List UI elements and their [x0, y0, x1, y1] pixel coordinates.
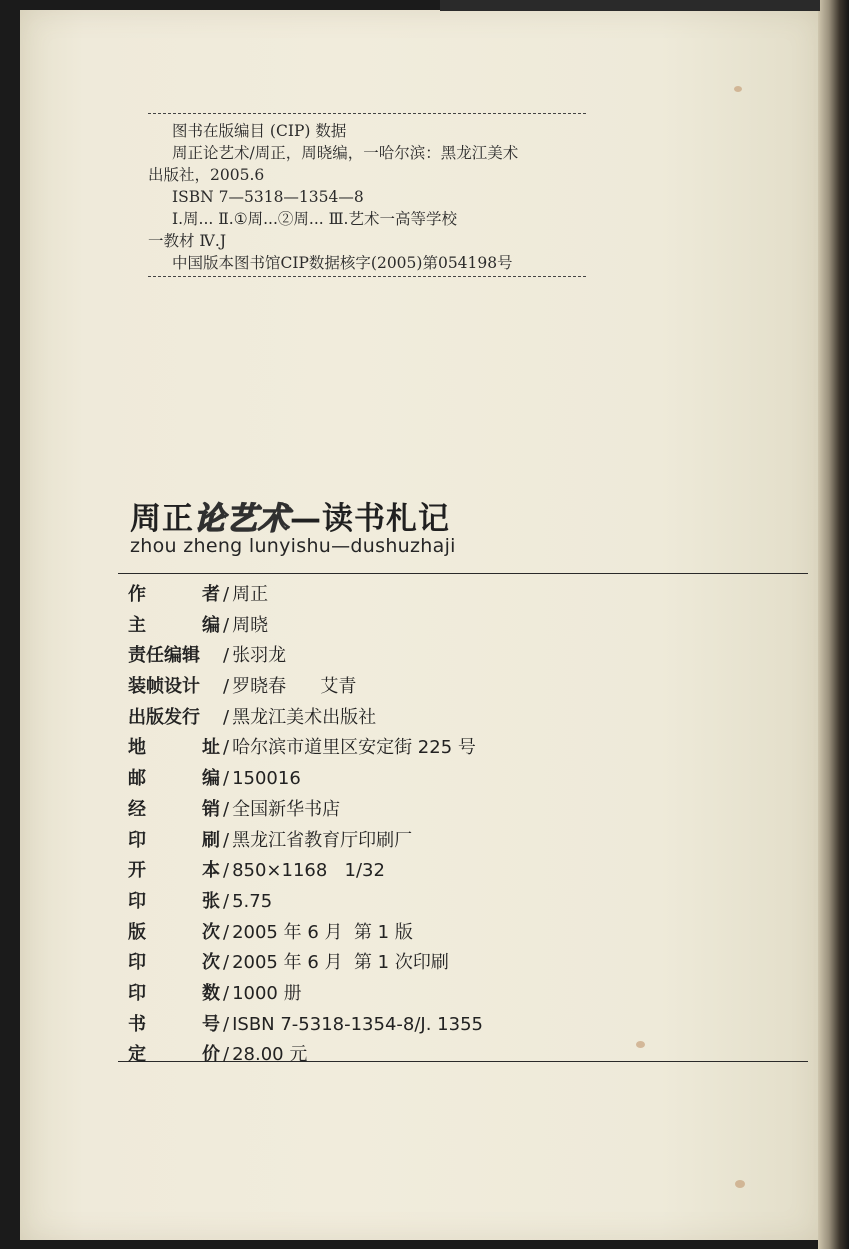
colophon-row [128, 887, 808, 918]
colophon-row [128, 795, 808, 826]
colophon-label: 印 刷 [128, 829, 220, 851]
colophon-row [128, 826, 808, 857]
colophon-value: 850×1168 1/32 [232, 860, 385, 882]
separator: / [223, 921, 230, 943]
colophon-value: 5.75 [232, 890, 273, 912]
separator: / [223, 706, 230, 728]
colophon-label: 开 本 [128, 860, 220, 882]
cip-line: 一教材 Ⅳ.J [148, 232, 227, 250]
cip-line: 周正论艺术/周正，周晓编，一哈尔滨：黑龙江美术 [172, 144, 519, 162]
top-rule [118, 573, 808, 574]
colophon-row [128, 979, 808, 1010]
separator: / [223, 737, 230, 759]
colophon-value: 周晓 [232, 614, 269, 636]
colophon-label: 主 编 [128, 614, 220, 636]
colophon-row [128, 703, 808, 734]
colophon-row [128, 1010, 808, 1041]
cip-line: Ⅰ.周... Ⅱ.①周...②周... Ⅲ.艺术一高等学校 [172, 210, 457, 228]
separator: / [223, 798, 230, 820]
separator: / [223, 860, 230, 882]
colophon-label: 装帧设计 [128, 676, 200, 698]
colophon-label: 邮 编 [128, 768, 220, 790]
cip-bottom-dashed-rule [148, 276, 586, 277]
separator: / [223, 982, 230, 1004]
cip-line: 中国版本图书馆CIP数据核字(2005)第054198号 [172, 254, 513, 272]
separator: / [223, 1013, 230, 1035]
colophon-value: 周正 [232, 584, 269, 605]
colophon-row [128, 1040, 808, 1071]
colophon-label: 印 次 [128, 952, 220, 974]
separator: / [223, 584, 230, 605]
separator: / [223, 829, 230, 851]
separator: / [223, 614, 230, 636]
colophon-value: 1000 册 [232, 982, 302, 1004]
colophon-value: 2005 年 6 月 第 1 版 [232, 921, 413, 943]
colophon-row [128, 764, 808, 795]
separator: / [223, 768, 230, 790]
book-title [130, 493, 450, 538]
page-edge-shadow [818, 0, 849, 1249]
colophon-label: 版 次 [128, 921, 220, 943]
colophon-value: 28.00 元 [232, 1044, 308, 1066]
book-title-pinyin: zhou zheng lunyishu—dushuzhaji [130, 535, 456, 557]
colophon-row [128, 948, 808, 979]
paper-stain [735, 1180, 745, 1188]
cip-heading: 图书在版编目 (CIP) 数据 [172, 122, 347, 140]
cip-line: ISBN 7—5318—1354—8 [172, 188, 364, 206]
colophon-row [128, 641, 808, 672]
paper-stain [734, 86, 742, 92]
colophon-value: 黑龙江美术出版社 [232, 706, 377, 728]
colophon-value: ISBN 7-5318-1354-8/J. 1355 [232, 1013, 483, 1035]
colophon-label: 印 数 [128, 982, 220, 1004]
separator: / [223, 890, 230, 912]
title-part: 周正 [130, 501, 194, 537]
colophon-row [128, 733, 808, 764]
colophon-row [128, 672, 808, 703]
colophon-label: 经 销 [128, 798, 220, 820]
colophon-table [128, 580, 808, 1071]
colophon-value: 张羽龙 [232, 645, 287, 667]
scan-edge [440, 0, 820, 11]
title-part: —读书札记 [290, 501, 450, 537]
colophon-row [128, 611, 808, 642]
colophon-value: 黑龙江省教育厅印刷厂 [232, 829, 413, 851]
cip-line: 出版社，2005.6 [148, 166, 265, 184]
colophon-label: 印 张 [128, 890, 220, 912]
colophon-row [128, 580, 808, 611]
colophon-value: 全国新华书店 [232, 798, 341, 820]
cip-data-block [148, 113, 586, 277]
colophon-label: 作 者 [128, 584, 220, 605]
colophon-value: 2005 年 6 月 第 1 次印刷 [232, 952, 449, 974]
separator: / [223, 952, 230, 974]
colophon-label: 出版发行 [128, 706, 200, 728]
title-decorative-part: 论艺术 [194, 501, 290, 537]
colophon-row [128, 856, 808, 887]
colophon-label: 地 址 [128, 737, 220, 759]
colophon-value: 150016 [232, 768, 301, 790]
separator: / [223, 1044, 230, 1066]
separator: / [223, 676, 230, 698]
colophon-row [128, 918, 808, 949]
colophon-label: 书 号 [128, 1013, 220, 1035]
colophon-label: 定 价 [128, 1044, 220, 1066]
colophon-label: 责任编辑 [128, 645, 200, 667]
colophon-value: 哈尔滨市道里区安定街 225 号 [232, 737, 476, 759]
separator: / [223, 645, 230, 667]
colophon-value: 罗晓春 艾青 [232, 676, 357, 698]
